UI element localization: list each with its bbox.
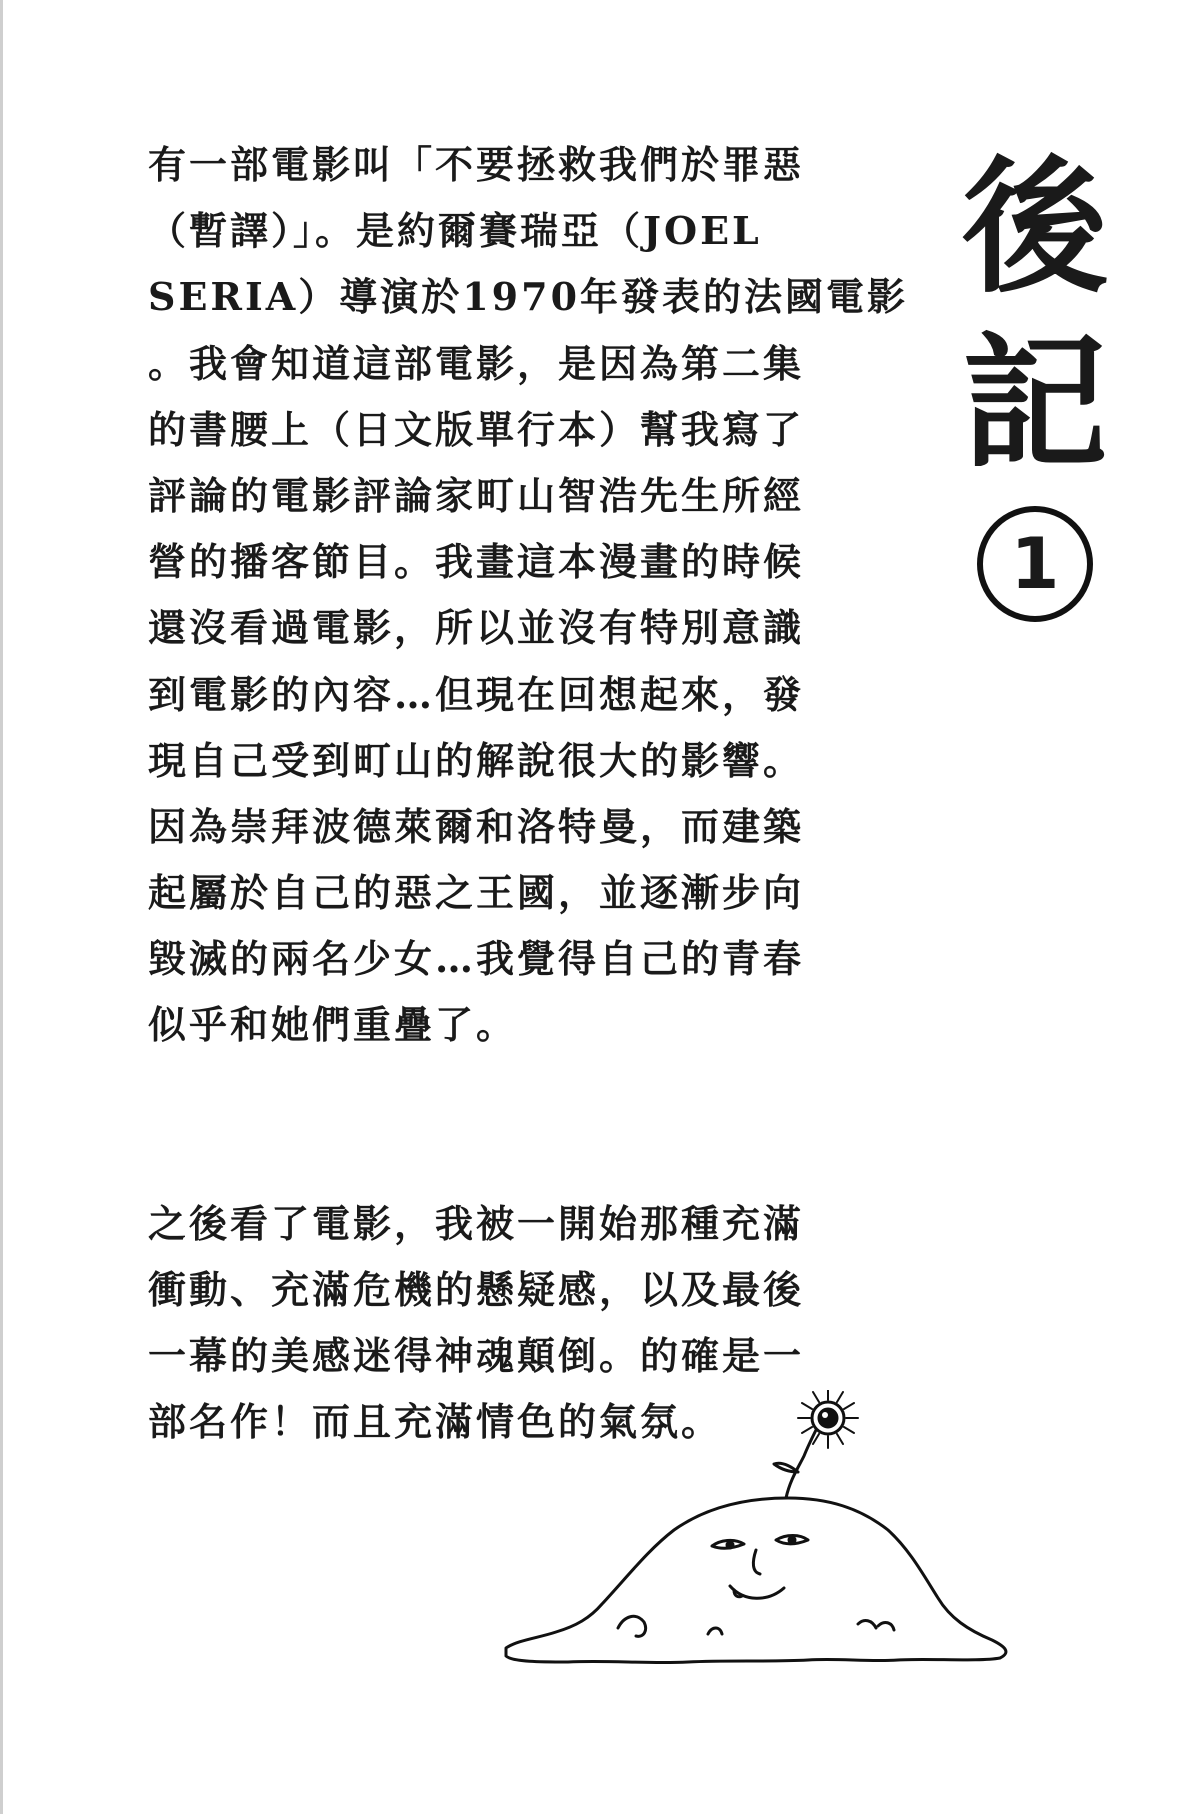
text-line: 。我會知道這部電影，是因為第二集 [148, 340, 805, 386]
afterword-title [960, 140, 1110, 622]
title-char-1: 後 [962, 142, 1108, 313]
text-line: 營的播客節目。我畫這本漫畫的時候 [148, 539, 805, 585]
smiling-mound-with-flower-icon [498, 1390, 1018, 1684]
paragraph-gap [148, 1059, 888, 1191]
text-line: 還沒看過電影，所以並沒有特別意識 [148, 605, 805, 651]
text-line: 因為崇拜波德萊爾和洛特曼，而建築 [148, 803, 805, 849]
text-line: 毀滅的兩名少女…我覺得自己的青春 [148, 936, 805, 982]
text-line: （暫譯）」。是約爾賽瑞亞（JOEL [148, 208, 762, 254]
text-line: SERIA）導演於1970年發表的法國電影 [148, 274, 909, 320]
text-line: 起屬於自己的惡之王國，並逐漸步向 [148, 870, 805, 916]
paragraph-1 [148, 132, 909, 1059]
page-edge [0, 0, 3, 1814]
text-line: 到電影的內容…但現在回想起來，發 [148, 671, 805, 717]
title-number-badge: 1 [977, 506, 1093, 622]
text-line: 現自己受到町山的解說很大的影響。 [148, 737, 805, 783]
text-line: 部名作！而且充滿情色的氣氛。 [148, 1399, 723, 1445]
text-line: 之後看了電影，我被一開始那種充滿 [148, 1200, 805, 1246]
text-line: 衝動、充滿危機的懸疑感，以及最後 [148, 1266, 805, 1312]
text-line: 的書腰上（日文版單行本）幫我寫了 [148, 406, 805, 452]
afterword-body [148, 132, 909, 1455]
text-line: 似乎和她們重疊了。 [148, 1002, 518, 1048]
text-line: 評論的電影評論家町山智浩先生所經 [148, 472, 805, 518]
text-line: 一幕的美感迷得神魂顛倒。的確是一 [148, 1333, 805, 1378]
title-char-2: 記 [962, 318, 1108, 489]
text-line: 有一部電影叫「不要拯救我們於罪惡 [148, 142, 805, 187]
